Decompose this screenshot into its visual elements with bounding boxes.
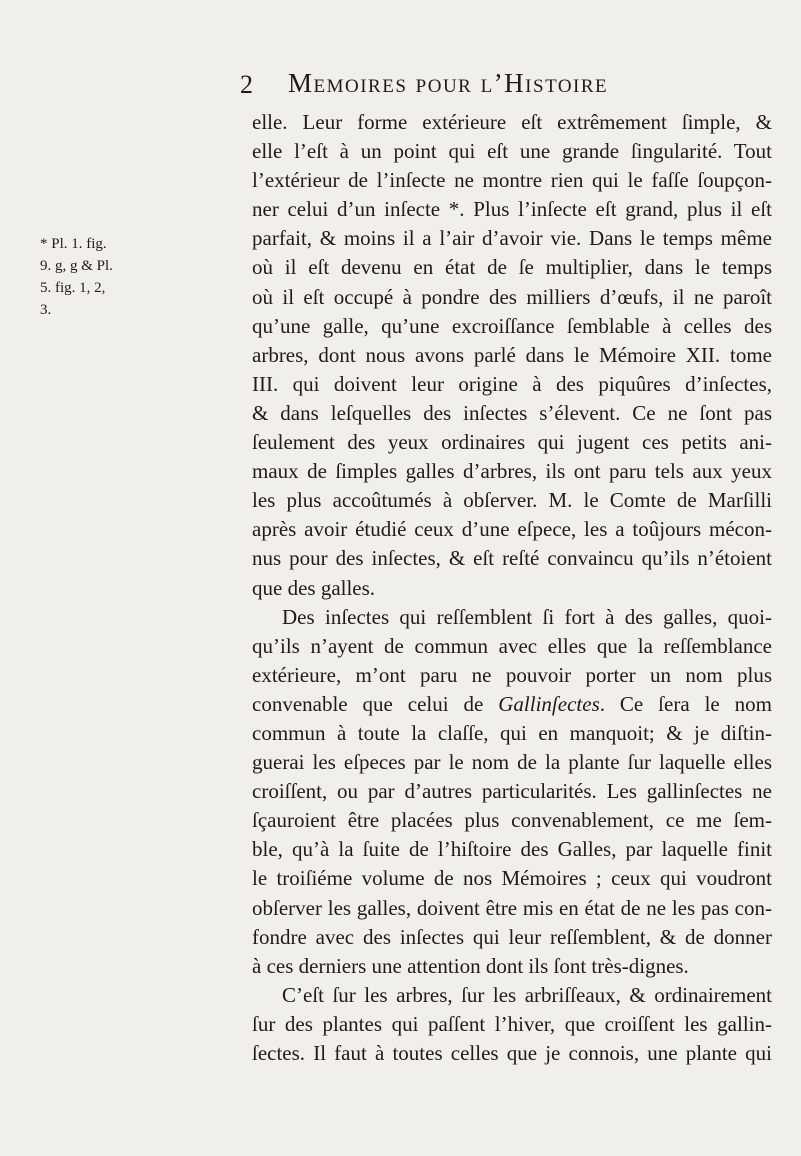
margin-note-line: 3. — [40, 302, 52, 318]
text-line: le troiſiéme volume de nos Mémoires ; ceux qui voudront — [252, 866, 772, 891]
text-line: ſçauroient être placées plus convenablement, ce me ſem- — [252, 808, 772, 833]
text-line: ſeulement des yeux ordinaires qui jugent ces petits ani- — [252, 430, 772, 455]
margin-note-line: 5. fig. 1, 2, — [40, 280, 106, 296]
text-line: croiſſent, ou par d’autres particularités. Les gallinſectes ne — [252, 779, 772, 804]
text-line: parfait, & moins il a l’air d’avoir vie. Dans le temps même — [252, 226, 772, 251]
text-line: maux de ſimples galles d’arbres, ils ont paru tels aux yeux — [252, 459, 772, 484]
text-line: III. qui doivent leur origine à des piquûres d’inſectes, — [252, 371, 772, 396]
text-line-paragraph-end: que des galles. — [252, 575, 376, 600]
text-line: qu’une galle, qu’une excroiſſance ſemblable à celles des — [252, 313, 772, 338]
text-line: où il eſt occupé à pondre des milliers d’œufs, il ne paroît — [252, 284, 772, 309]
text-line-paragraph-start: Des inſectes qui reſſemblent ſi fort à des galles, quoi- — [282, 604, 772, 629]
text-line: qu’ils n’ayent de commun avec elles que la reſſemblance — [252, 633, 772, 658]
margin-note — [40, 233, 160, 321]
text-line: ſur des plantes qui paſſent l’hiver, que croiſſent les gallin- — [252, 1011, 772, 1036]
text-line: & dans leſquelles des inſectes s’élevent. Ce ne ſont pas — [252, 400, 772, 425]
text-line: convenable que celui de Gallinſectes. Ce ſera le nom — [252, 691, 772, 716]
text-line-paragraph-end: à ces derniers une attention dont ils ſont très-dignes. — [252, 953, 689, 978]
text-line: elle l’eſt à un point qui eſt une grande ſingularité. Tout — [252, 139, 772, 164]
text-line: ner celui d’un inſecte *. Plus l’inſecte eſt grand, plus il eſt — [252, 197, 772, 222]
text-line: obſerver les galles, doivent être mis en état de ne les pas con- — [252, 895, 772, 920]
text-line: nus pour des inſectes, & eſt reſté convaincu qu’ils n’étoient — [252, 546, 772, 571]
text-line: où il eſt devenu en état de ſe multiplier, dans le temps — [252, 255, 772, 280]
margin-note-line: * Pl. 1. fig. — [40, 236, 107, 252]
text-line: arbres, dont nous avons parlé dans le Mémoire XII. tome — [252, 342, 772, 367]
page-header — [240, 66, 760, 106]
text-line: extérieure, m’ont paru ne pouvoir porter un nom plus — [252, 662, 772, 687]
text-line: fondre avec des inſectes qui leur reſſemblent, & de donner — [252, 924, 772, 949]
text-line: après avoir étudié ceux d’une eſpece, les a toûjours mécon- — [252, 517, 772, 542]
page-number: 2 — [240, 70, 253, 99]
italic-term: Gallinſectes — [498, 691, 600, 716]
text-line: guerai les eſpeces par le nom de la plante ſur laquelle elles — [252, 750, 772, 775]
text-line: l’extérieur de l’inſecte ne montre rien qui le faſſe ſoupçon- — [252, 168, 772, 193]
margin-note-line: 9. g, g & Pl. — [40, 258, 113, 274]
text-line: elle. Leur forme extérieure eſt extrêmement ſimple, & — [252, 110, 772, 134]
text-line-paragraph-start: C’eſt ſur les arbres, ſur les arbriſſeaux, & ordinairement — [282, 982, 772, 1007]
body-text — [252, 108, 772, 1068]
text-line: commun à toute la claſſe, qui en manquoit; & je diſtin- — [252, 720, 772, 745]
text-line: ſectes. Il faut à toutes celles que je connois, une plante qui — [252, 1041, 772, 1065]
running-title: Memoires pour l’Histoire — [288, 68, 609, 98]
text-line: ble, qu’à la ſuite de l’hiſtoire des Galles, par laquelle finit — [252, 837, 772, 862]
text-line: les plus accoûtumés à obſerver. M. le Comte de Marſilli — [252, 488, 772, 513]
